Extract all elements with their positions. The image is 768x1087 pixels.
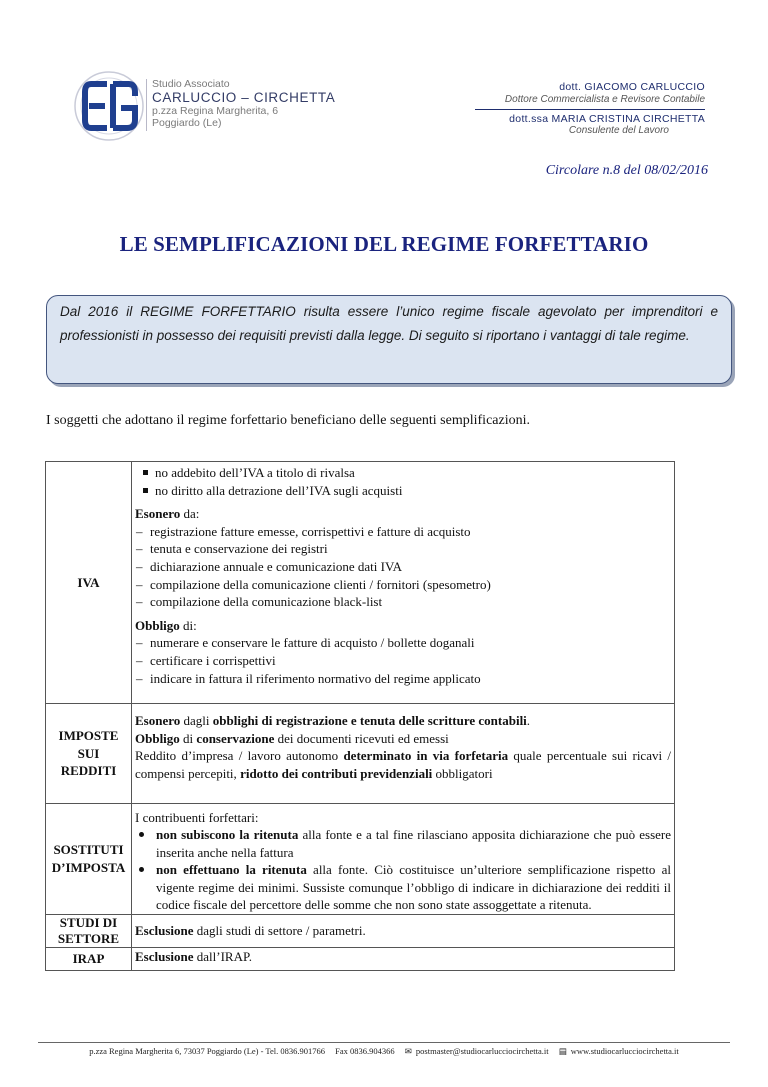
list-item: – certificare i corrispettivi [135,652,671,670]
imposte-line-1: Esonero dagli obblighi di registrazione e tenuta delle scritture contabili. [135,713,531,729]
row-label-imposte: IMPOSTE SUI REDDITI [46,704,132,803]
table-row-irap [46,948,675,971]
sostituti-intro: I contribuenti forfettari: [135,809,259,825]
row-label-sostituti: SOSTITUTI D’IMPOSTA [46,803,132,915]
person2-name: dott.ssa MARIA CRISTINA CIRCHETTA [509,112,705,125]
document-title: LE SEMPLIFICAZIONI DEL REGIME FORFETTARIO [119,232,649,256]
footer-web[interactable]: www.studiocarlucciocirchetta.it [570,1046,679,1056]
footer-email[interactable]: postmaster@studiocarlucciocirchetta.it [415,1046,549,1056]
studio-logo [73,70,145,142]
table-row-iva [46,462,675,704]
list-item: – compilazione della comunicazione black-list [135,593,671,611]
table-row-sostituti [46,803,675,915]
iva-obbligo-list [135,634,671,687]
list-item: non effettuano la ritenuta alla fonte. Ciò costituisce un’ulteriore semplificazione rispetto al vigente regime dei minimi. Sussiste comunque l’obbligo di indicare in dichiarazione dei redditi il codice fiscale del percettore delle somme che non sono state assoggettate a ritenuta. [135,861,671,914]
iva-esonero-heading: Esonero da: [135,506,200,522]
iva-esonero-list [135,523,671,611]
studio-name-block [152,79,335,128]
lead-paragraph: I soggetti che adottano il regime forfettario beneficiano delle seguenti semplificazioni. [46,413,530,428]
intro-box: Dal 2016 il REGIME FORFETTARIO risulta essere l’unico regime fiscale agevolato per imprenditori e professionisti in possesso dei requisiti previsti dalla legge. Di seguito si riportano i vantaggi di tale regime. [46,295,732,384]
row-content-iva [132,462,675,704]
list-item: – numerare e conservare le fatture di acquisto / bollette doganali [135,634,671,652]
list-item: no diritto alla detrazione dell’IVA sugli acquisti [143,482,671,500]
computer-icon: ▤ [558,1046,567,1056]
circolare-ref: Circolare n.8 del 08/02/2016 [545,163,708,178]
professionals-block [475,82,705,136]
row-content-irap: Esclusione dall’IRAP. [132,948,675,971]
row-content-sostituti [132,803,675,915]
footer [0,1046,768,1057]
list-item: no addebito dell’IVA a titolo di rivalsa [143,464,671,482]
row-content-studi: Esclusione dagli studi di settore / parametri. [132,915,675,948]
row-content-imposte [132,704,675,803]
semplificazioni-table [45,461,675,971]
sostituti-list [135,826,671,914]
footer-fax: Fax 0836.904366 [335,1046,395,1056]
studio-line-1: Studio Associato [152,78,230,90]
person1-role: Dottore Commercialista e Revisore Contabile [504,93,705,105]
list-item: – indicare in fattura il riferimento normativo del regime applicato [135,670,671,688]
list-item: – tenuta e conservazione dei registri [135,540,671,558]
studio-line-2: CARLUCCIO – CIRCHETTA [152,89,336,105]
header-divider [475,109,705,110]
list-item: non subiscono la ritenuta alla fonte e a tal fine rilasciano apposita dichiarazione che può essere inserita anche nella fattura [135,826,671,861]
footer-divider [38,1042,730,1043]
row-label-irap: IRAP [46,948,132,971]
row-label-iva: IVA [46,462,132,704]
table-row-studi [46,915,675,948]
list-item: – compilazione della comunicazione clienti / fornitori (spesometro) [135,576,671,594]
studio-line-3: p.zza Regina Margherita, 6 [152,105,279,117]
footer-address: p.zza Regina Margherita 6, 73037 Poggiardo (Le) - Tel. 0836.901766 [89,1046,326,1056]
imposte-line-2: Obbligo di conservazione dei documenti ricevuti ed emessi [135,730,449,746]
studio-line-4: Poggiardo (Le) [152,116,222,129]
list-item: – registrazione fatture emesse, corrispettivi e fatture di acquisto [135,523,671,541]
imposte-line-3: Reddito d’impresa / lavoro autonomo determinato in via forfetaria quale percentuale sui ricavi / compensi percepiti, ridotto dei contributi previdenziali obbligatori [135,748,671,781]
envelope-icon: ✉ [404,1046,412,1056]
row-label-studi: STUDI DI SETTORE [46,915,132,948]
iva-bullet-list [135,464,671,499]
iva-obbligo-heading: Obbligo di: [135,617,197,633]
table-row-imposte [46,704,675,803]
person1-name: dott. GIACOMO CARLUCCIO [559,81,705,93]
list-item: – dichiarazione annuale e comunicazione dati IVA [135,558,671,576]
person2-role: Consulente del Lavoro [568,125,669,136]
